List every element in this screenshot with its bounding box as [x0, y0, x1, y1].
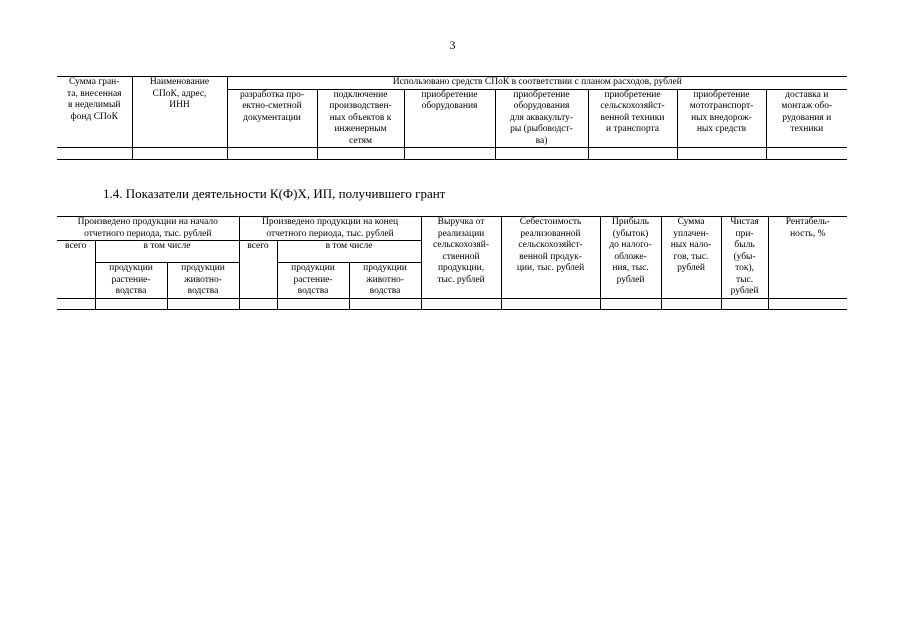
section-heading: 1.4. Показатели деятельности К(Ф)Х, ИП, получившего грант [103, 186, 446, 201]
cost-header: Себестоимость реализованной сельскохозяйст- венной продук- ции, тыс. рублей [501, 217, 600, 299]
start-including-header: в том числе [95, 241, 239, 263]
performance-table [57, 216, 847, 310]
net-profit-header: Чистая при- быль (убы- ток), тыс. рублей [721, 217, 768, 299]
revenue-header: Выручка от реализации сельскохозяй- ственной продукции, тыс. рублей [421, 217, 501, 299]
design-docs-header: разработка про- ектно-сметной документации [227, 89, 317, 148]
funds-used-header: Использовано средств СПоК в соответствии с планом расходов, рублей [227, 77, 847, 90]
profit-before-tax-header: Прибыль (убыток) до налого- обложе- ния, тыс. рублей [600, 217, 661, 299]
page-number: 3 [449, 38, 456, 52]
end-livestock-header: продукции животно- водства [349, 263, 421, 299]
farm-machinery-header: приобретение сельскохозяйст- венной техники и транспорта [588, 89, 677, 148]
aquaculture-equipment-header: приобретение оборудования для аквакульту- ры (рыбоводст- ва) [495, 89, 588, 148]
cooperative-name-header: Наименование СПоК, адрес, ИНН [132, 77, 227, 148]
end-total-header: всего [239, 241, 277, 299]
profitability-header: Рентабель- ность, % [768, 217, 847, 299]
start-crop-header: продукции растение- водства [95, 263, 167, 299]
start-total-header: всего [57, 241, 95, 299]
equipment-purchase-header: приобретение оборудования [404, 89, 495, 148]
end-period-header: Произведено продукции на конец отчетного периода, тыс. рублей [239, 217, 421, 241]
grant-usage-table [57, 76, 847, 160]
start-period-header: Произведено продукции на начало отчетного периода, тыс. рублей [57, 217, 239, 241]
grant-sum-header: Сумма гран- та, внесенная в неделимый фонд СПоК [57, 77, 132, 148]
end-including-header: в том числе [277, 241, 421, 263]
end-crop-header: продукции растение- водства [277, 263, 349, 299]
table-row [57, 148, 847, 160]
offroad-vehicles-header: приобретение мототранспорт- ных внедорож- ных средств [677, 89, 766, 148]
taxes-paid-header: Сумма уплачен- ных нало- гов, тыс. рублей [661, 217, 721, 299]
start-livestock-header: продукции животно- водства [167, 263, 239, 299]
utility-connection-header: подключение производствен- ных объектов к инженерным сетям [317, 89, 404, 148]
delivery-installation-header: доставка и монтаж обо- рудования и техники [766, 89, 847, 148]
table-row [57, 299, 847, 310]
